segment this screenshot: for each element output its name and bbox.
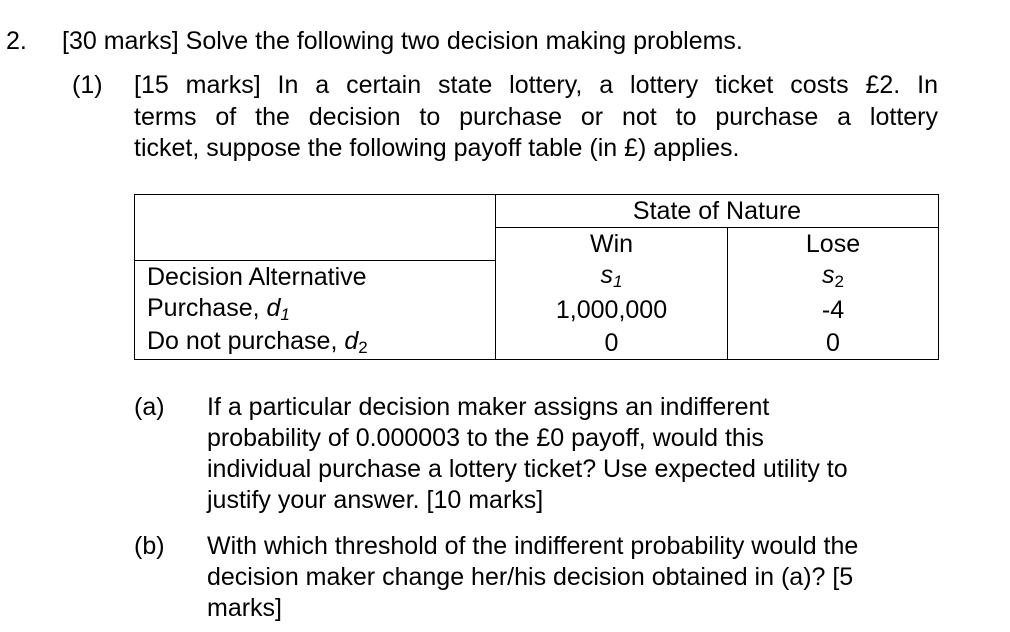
part1-line-2: terms of the decision to purchase or not to purchase a lottery <box>134 103 938 131</box>
table-row <box>135 293 939 326</box>
part-a-line-3: individual purchase a lottery ticket? Use expected utility to <box>207 455 848 483</box>
part1-line-3: ticket, suppose the following payoff table (in £) applies. <box>134 134 740 162</box>
purchase-label: Purchase, <box>147 294 267 322</box>
decision-alternative-header: Decision Alternative <box>135 260 496 293</box>
cell-not-purchase-win: 0 <box>496 326 728 360</box>
part-a-label: (a) <box>134 393 165 421</box>
part-a-line-2: probability of 0.000003 to the £0 payoff, would this <box>207 424 764 452</box>
s2-letter: s <box>822 261 835 289</box>
cell-purchase-win: 1,000,000 <box>496 293 728 326</box>
part-b-label: (b) <box>134 532 165 560</box>
state-of-nature-header: State of Nature <box>496 195 939 228</box>
table-row-decision-header <box>135 260 939 293</box>
s1-letter: s <box>600 261 614 289</box>
row-label-purchase <box>135 293 496 326</box>
d1-index: 1 <box>280 305 290 324</box>
part-b-line-1: With which threshold of the indifferent probability would the <box>207 532 859 560</box>
s1-index: 1 <box>613 272 623 291</box>
empty-header-cell <box>135 195 496 228</box>
d2-index: 2 <box>358 338 368 357</box>
table-row <box>135 326 939 360</box>
cell-not-purchase-lose: 0 <box>728 326 939 360</box>
d2-letter: d <box>344 327 359 355</box>
question-text: [30 marks] Solve the following two decision making problems. <box>62 27 743 55</box>
part-b-line-3: marks] <box>207 594 282 622</box>
part-a-line-1: If a particular decision maker assigns an indifferent <box>207 393 770 421</box>
state-symbol-s1 <box>496 260 728 293</box>
row-label-not-purchase <box>135 326 496 360</box>
payoff-table <box>134 194 939 360</box>
d1-letter: d <box>266 294 281 322</box>
empty-header-cell-2 <box>135 228 496 261</box>
part-a-line-4: justify your answer. [10 marks] <box>207 486 544 514</box>
state-lose-header: Lose <box>728 228 939 261</box>
table-row-state-header <box>135 195 939 228</box>
not-purchase-label: Do not purchase, <box>147 327 345 355</box>
state-symbol-s2 <box>728 260 939 293</box>
part1-number: (1) <box>72 71 103 99</box>
part-b-line-2: decision maker change her/his decision obtained in (a)? [5 <box>207 563 854 591</box>
table-row-states <box>135 228 939 261</box>
s2-index: 2 <box>834 272 844 291</box>
cell-purchase-lose: -4 <box>728 293 939 326</box>
state-win-header: Win <box>496 228 728 261</box>
part1-line-1: [15 marks] In a certain state lottery, a lottery ticket costs £2. In <box>134 71 938 99</box>
question-number: 2. <box>6 27 27 55</box>
